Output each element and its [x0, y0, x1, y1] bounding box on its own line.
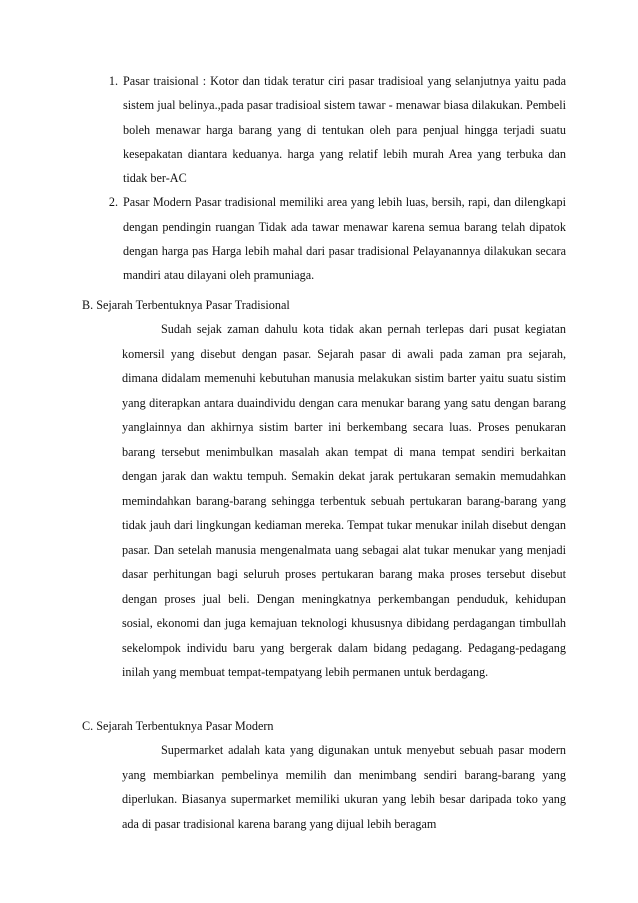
list-item-text: Pasar traisional : Kotor dan tidak teratur ciri pasar tradisioal yang selanjutnya yaitu pada sistem jual belinya.,pada pasar tradisioal sistem tawar - menawar biasa dilakukan. Pembeli boleh menawar harga barang yang di tentukan oleh para penjual hingga terjadi suatu kesepakatan diantara keduanya. harga yang relatif lebih murah Area yang terbuka dan tidak ber-AC [123, 74, 566, 186]
section-paragraph: Supermarket adalah kata yang digunakan untuk menyebut sebuah pasar modern yang membiarkan pembelinya memilih dan menimbang sendiri barang-barang yang diperlukan. Biasanya supermarket memiliki ukuran yang lebih besar daripada toko yang ada di pasar tradisional karena barang yang dijual lebih beragam [122, 743, 566, 831]
list-marker: 2. [108, 195, 118, 210]
section-traditional-market-history [82, 293, 566, 685]
list-item [96, 190, 566, 287]
list-marker: 1. [108, 74, 118, 88]
section-modern-market-history [82, 714, 566, 836]
section-paragraph: Sudah sejak zaman dahulu kota tidak akan pernah terlepas dari pusat kegiatan komersil yang disebut dengan pasar. Sejarah pasar di awali pada zaman pra sejarah, dimana didalam memenuhi kebutuhan manusia melakukan sistim barter yaitu suatu sistim yang diterapkan antara duaindividu dengan cara menukar barang yang satu dengan barang yanglainnya dan akhirnya sistim barter ini berkembang secara luas. Proses penukaran barang tersebut menimbulkan masalah akan tempat di mana tempat sendiri berkaitan dengan jarak dan waktu tempuh. Semakin dekat jarak pertukaran semakin memudahkan memindahkan barang-barang sehingga terbentuk sebuah pertukaran barang-barang yang tidak jauh dari lingkungan kediaman mereka. Tempat tukar menukar inilah disebut dengan pasar. Dan setelah manusia mengenalmata uang sebagai alat tukar menukar yang menjadi dasar perhitungan bagi seluruh proses pertukaran barang maka proses tersebut disebut dengan proses jual beli. Dengan meningkatnya perkembangan penduduk, kehidupan sosial, ekonomi dan juga kemajuan teknologi khususnya dibidang perdagangan timbullah sekelompok individu baru yang bergerak dalam bidang pedagang. Pedagang-pedagang inilah yang membuat tempat-tempatyang lebih permanen untuk berdagang. [122, 322, 566, 679]
section-heading: B. Sejarah Terbentuknya Pasar Tradisional [82, 298, 290, 312]
market-comparison-list [96, 69, 566, 288]
list-item [96, 69, 566, 190]
section-heading: C. Sejarah Terbentuknya Pasar Modern [82, 719, 274, 733]
list-item-text: Pasar Modern Pasar tradisional memiliki area yang lebih luas, bersih, rapi, dan dilengkapi dengan pendingin ruangan Tidak ada tawar menawar karena semua barang telah dipatok dengan harga pas Harga lebih mahal dari pasar tradisional Pelayanannya dilakukan secara mandiri atau dilayani oleh pramuniaga. [123, 195, 566, 283]
